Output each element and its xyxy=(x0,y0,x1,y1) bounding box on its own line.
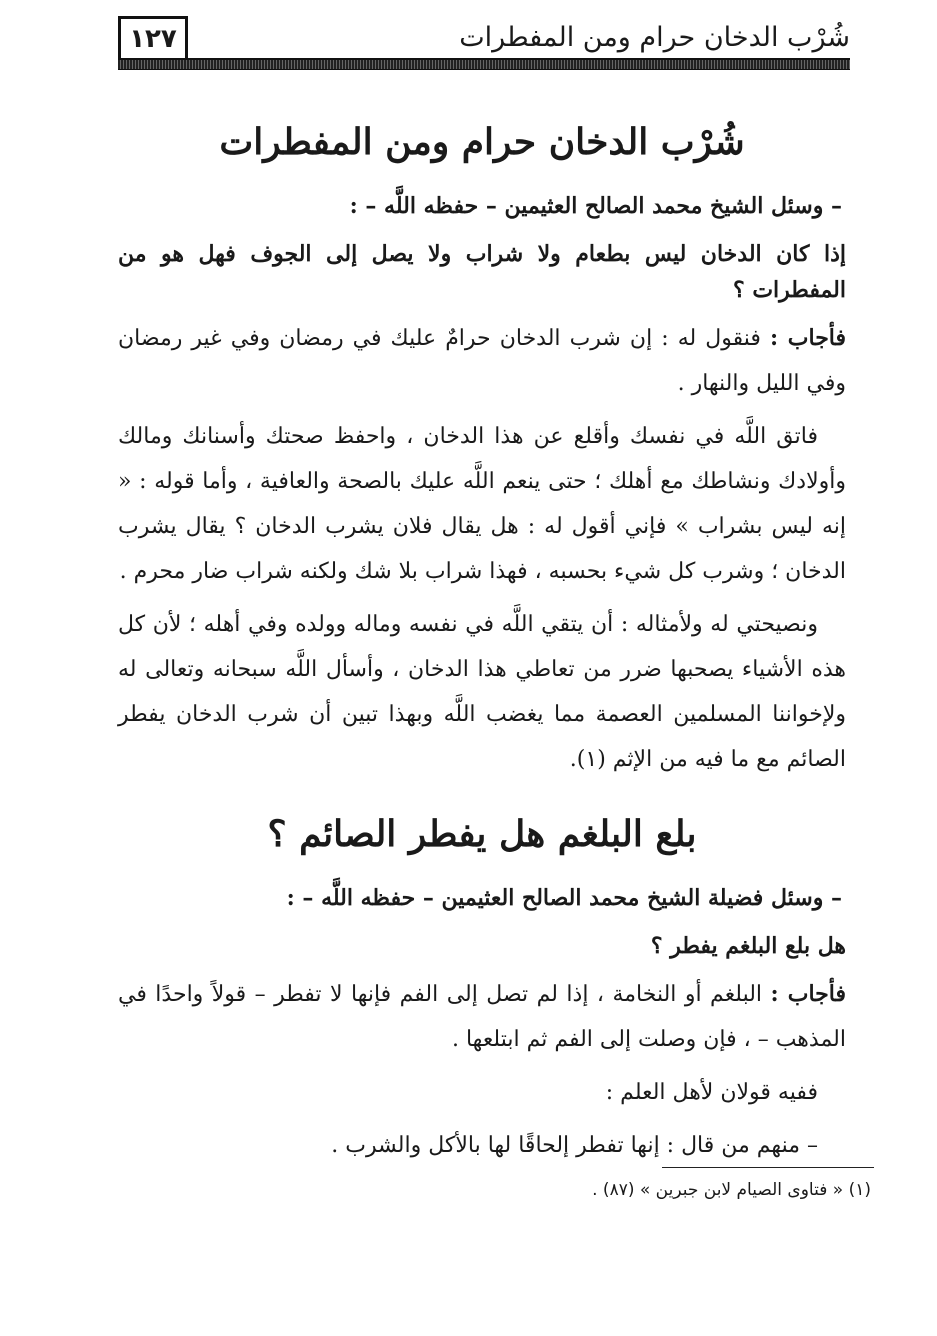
footnote-rule xyxy=(662,1167,874,1168)
question-text: إذا كان الدخان ليس بطعام ولا شراب ولا يصل إلى الجوف فهل هو من المفطرات ؟ xyxy=(118,241,846,303)
paragraph-text: فاتق اللَّه في نفسك وأقلع عن هذا الدخان ، واحفظ صحتك وأسنانك ومالك وأولادك ونشاطك مع أهلك ؛ حتى ينعم اللَّه عليك بالصحة والعافية ، وأما قوله : « إنه ليس بشراب » فإني أقول له : هل يقال فلان يشرب الدخان ؟ يقال يشرب الدخان ؛ وشرب كل شيء بحسبه ، فهذا شراب بلا شك ولكنه شراب ضار محرم . xyxy=(118,424,846,584)
main-content xyxy=(118,112,846,1168)
running-title: شُرْب الدخان حرام ومن المفطرات xyxy=(459,22,850,53)
answer-label: فأجاب : xyxy=(769,325,847,351)
header-rule xyxy=(118,58,850,70)
question-text: هل بلع البلغم يفطر ؟ xyxy=(650,933,846,959)
paragraph-text: – منهم من قال : إنها تفطر إلحاقًا لها بالأكل والشرب . xyxy=(331,1133,818,1158)
answer-paragraph xyxy=(118,972,846,1062)
paragraph xyxy=(118,1070,846,1115)
paragraph xyxy=(118,414,846,594)
question-intro: – وسئل الشيخ محمد الصالح العثيمين – حفظه اللَّه – : xyxy=(349,193,842,219)
paragraph-text: ونصيحتي له ولأمثاله : أن يتقي اللَّه في نفسه وماله وولده وفي أهله ؛ لأن كل هذه الأشياء يصحبها ضرر من تعاطي هذا الدخان ، وأسأل اللَّه سبحانه وتعالى له ولإخواننا المسلمين العصمة مما يغضب اللَّه وبهذا تبين أن شرب الدخان يفطر الصائم مع ما فيه من الإثم xyxy=(118,612,846,772)
section-title-phlegm: بلع البلغم هل يفطر الصائم ؟ xyxy=(267,813,697,855)
question-intro: – وسئل فضيلة الشيخ محمد الصالح العثيمين – حفظه اللَّه – : xyxy=(286,885,842,911)
footnote-reference: (١). xyxy=(569,747,606,772)
paragraph xyxy=(118,602,846,782)
paragraph-text: ففيه قولان لأهل العلم : xyxy=(605,1080,818,1105)
running-header xyxy=(118,14,850,72)
answer-paragraph xyxy=(118,316,846,406)
page-number: ١٢٧ xyxy=(118,16,188,58)
answer-label: فأجاب : xyxy=(770,981,846,1007)
footnote: (١) « فتاوى الصيام لابن جبرين » (٨٧) . xyxy=(592,1180,871,1200)
answer-text: البلغم أو النخامة ، إذا لم تصل إلى الفم فإنها لا تفطر – قولاً واحدًا في المذهب – ، فإن وصلت إلى الفم ثم ابتلعها . xyxy=(118,982,846,1052)
section-title-smoking: شُرْب الدخان حرام ومن المفطرات xyxy=(219,121,745,163)
paragraph xyxy=(118,1123,846,1168)
answer-text: فنقول له : إن شرب الدخان حرامٌ عليك في رمضان وفي غير رمضان وفي الليل والنهار . xyxy=(118,326,846,396)
